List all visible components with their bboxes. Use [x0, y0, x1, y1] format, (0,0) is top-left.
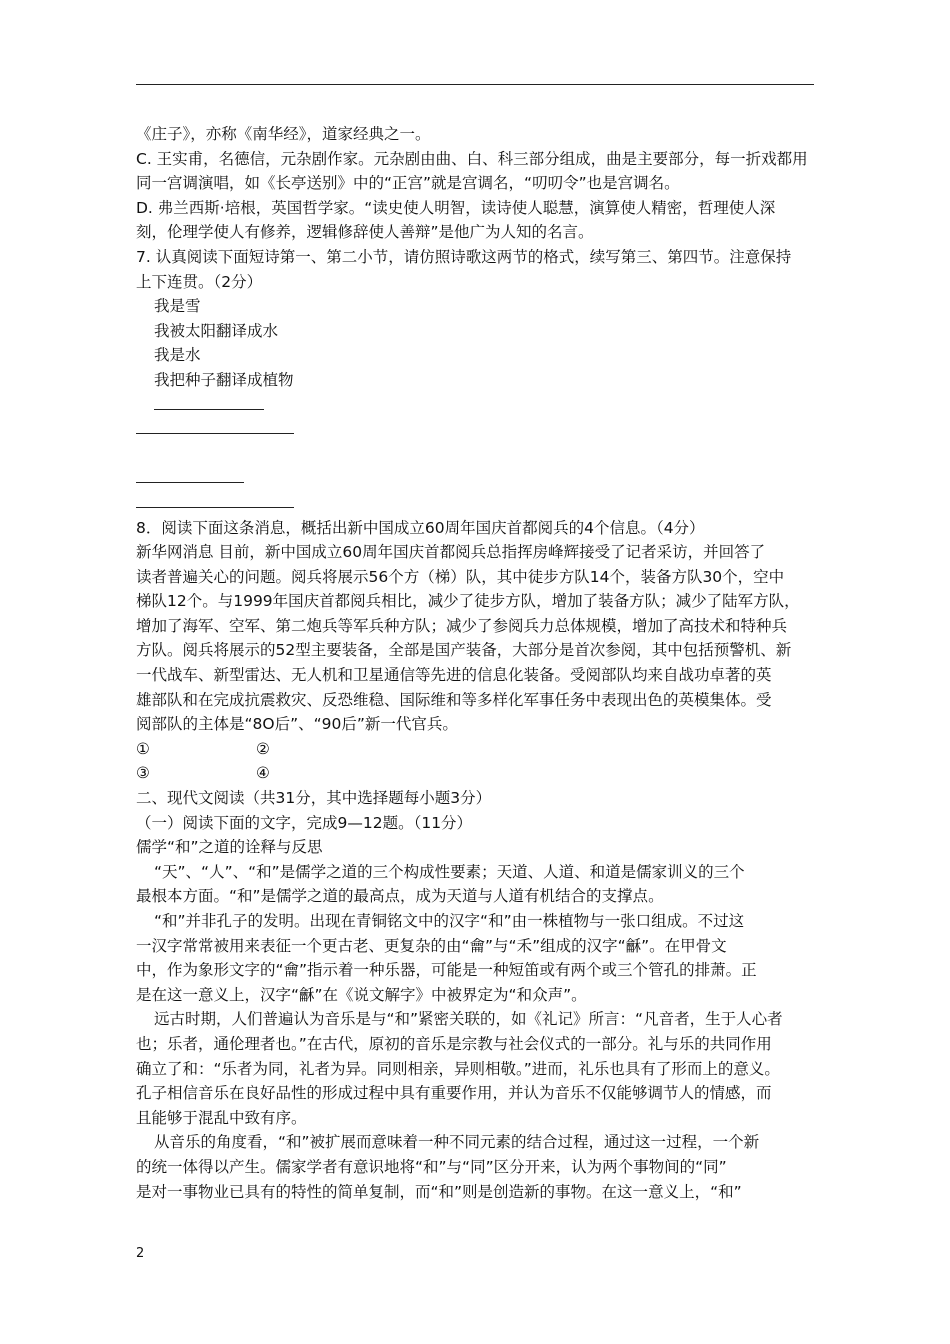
article-p3-line-4: 孔子相信音乐在良好品性的形成过程中具有重要作用，并认为音乐不仅能够调节人的情感，而	[136, 1084, 772, 1103]
news-line-7: 雄部队和在完成抗震救灾、反恐维稳、国际维和等多样化军事任务中表现出色的英模集体。受	[136, 690, 772, 709]
text-line: 《庄子》，亦称《南华经》，道家经典之一。	[136, 125, 431, 143]
option-d-line-2: 刻，伦理学使人有修养，逻辑修辞使人善辩”是他广为人知的名言。	[136, 223, 594, 242]
news-line-5: 方队。阅兵将展示的52型主要装备，全部是国产装备，大部分是首次参阅，其中包括预警机、新	[136, 641, 792, 660]
news-line-4: 增加了海军、空军、第二炮兵等军兵种方队；减少了参阅兵力总体规模，增加了高技术和特种兵	[136, 616, 788, 635]
poem-line-4: 我把种子翻译成植物	[154, 370, 294, 389]
section-2-heading: 二、现代文阅读（共31分，其中选择题每小题3分）	[136, 789, 492, 808]
article-p4-line-3: 是对一事物业已具有的特性的简单复制，而“和”则是创造新的事物。在这一意义上，“和”	[136, 1182, 742, 1201]
marker-3: ③	[136, 764, 150, 783]
question-7-line-1: 7. 认真阅读下面短诗第一、第二小节，请仿照诗歌这两节的格式，续写第三、第四节。注意保持	[136, 247, 792, 266]
answer-blank-2[interactable]	[136, 417, 816, 442]
answer-blank-3[interactable]	[136, 466, 816, 491]
question-7-line-2: 上下连贯。（2分）	[136, 272, 263, 291]
article-p2-line-1: “和”并非孔子的发明。出现在青铜铭文中的汉字“和”由一株植物与一张口组成。不过这	[154, 912, 745, 930]
article-p3-line-3: 确立了和：“乐者为同，礼者为异。同则相亲，异则相敬。”进而，礼乐也具有了形而上的意义。	[136, 1059, 780, 1078]
article-title: 儒学“和”之道的诠释与反思	[136, 838, 323, 857]
news-line-2: 读者普遍关心的问题。阅兵将展示56个方（梯）队，其中徒步方队14个，装备方队30个，空中	[136, 567, 785, 586]
poem-line-2: 我被太阳翻译成水	[154, 321, 279, 340]
article-p4-line-1: 从音乐的角度看，“和”被扩展而意味着一种不同元素的结合过程，通过这一过程，一个新	[154, 1133, 760, 1152]
article-p3-line-1: 远古时期，人们普遍认为音乐是与“和”紧密关联的，如《礼记》所言：“凡音者，生于人心者	[154, 1010, 783, 1029]
section-2-subheading: （一）阅读下面的文字，完成9—12题。（11分）	[136, 813, 473, 832]
answer-markers-row-2	[136, 761, 816, 786]
news-line-3: 梯队12个。与1999年国庆首都阅兵相比，减少了徒步方队，增加了装备方队；减少了陆军方队，	[136, 592, 800, 611]
option-c-line-1: C. 王实甫，名德信，元杂剧作家。元杂剧由曲、白、科三部分组成，曲是主要部分，每一折戏都用	[136, 149, 808, 168]
article-p3-line-2: 也；乐者，通伦理者也。”在古代，原初的音乐是宗教与社会仪式的一部分。礼与乐的共同作用	[136, 1034, 772, 1053]
marker-2: ②	[256, 739, 270, 758]
news-line-1: 新华网消息 目前，新中国成立60周年国庆首都阅兵总指挥房峰辉接受了记者采访，并回答了	[136, 543, 766, 562]
marker-1: ①	[136, 739, 150, 758]
page-number: 2	[136, 1246, 145, 1261]
article-p2-line-3: 中，作为象形文字的“龠”指示着一种乐器，可能是一种短笛或有两个或三个管孔的排萧。正	[136, 961, 757, 980]
article-p3-line-5: 且能够于混乱中致有序。	[136, 1108, 307, 1127]
news-line-8: 阅部队的主体是“8O后”、“90后”新一代官兵。	[136, 715, 458, 734]
article-p1-line-1: “天”、“人”、“和”是儒学之道的三个构成性要素；天道、人道、和道是儒家训义的三个	[154, 862, 745, 881]
news-line-6: 一代战车、新型雷达、无人机和卫星通信等先进的信息化装备。受阅部队均来自战功卓著的英	[136, 666, 772, 685]
article-p4-line-2: 的统一体得以产生。儒家学者有意识地将“和”与“同”区分开来，认为两个事物间的“同”	[136, 1157, 727, 1176]
article-p2-line-2: 一汉字常常被用来表征一个更古老、更复杂的由“龠”与“禾”组成的汉字“龢”。在甲骨文	[136, 936, 727, 955]
answer-markers-row-1	[136, 737, 816, 762]
page-content	[136, 122, 816, 1204]
option-d-line-1: D. 弗兰西斯·培根，英国哲学家。“读史使人明智，读诗使人聪慧，演算使人精密，哲理使人深	[136, 198, 776, 217]
blank-spacer	[136, 442, 816, 467]
option-c-line-2: 同一宫调演唱，如《长亭送别》中的“正宫”就是宫调名，“叨叨令”也是宫调名。	[136, 174, 680, 193]
answer-blank-1[interactable]	[136, 393, 816, 418]
answer-blank-4[interactable]	[136, 491, 816, 516]
article-p1-line-2: 最根本方面。“和”是儒学之道的最高点，成为天道与人道有机结合的支撑点。	[136, 887, 664, 906]
question-8-line-1: 8．阅读下面这条消息，概括出新中国成立60周年国庆首都阅兵的4个信息。（4分）	[136, 518, 705, 537]
poem-line-3: 我是水	[154, 346, 201, 365]
poem-line-1: 我是雪	[154, 297, 201, 316]
article-p2-line-4: 是在这一意义上，汉字“龢”在《说文解字》中被界定为“和众声”。	[136, 985, 587, 1004]
header-rule	[136, 84, 814, 85]
marker-4: ④	[256, 764, 270, 783]
